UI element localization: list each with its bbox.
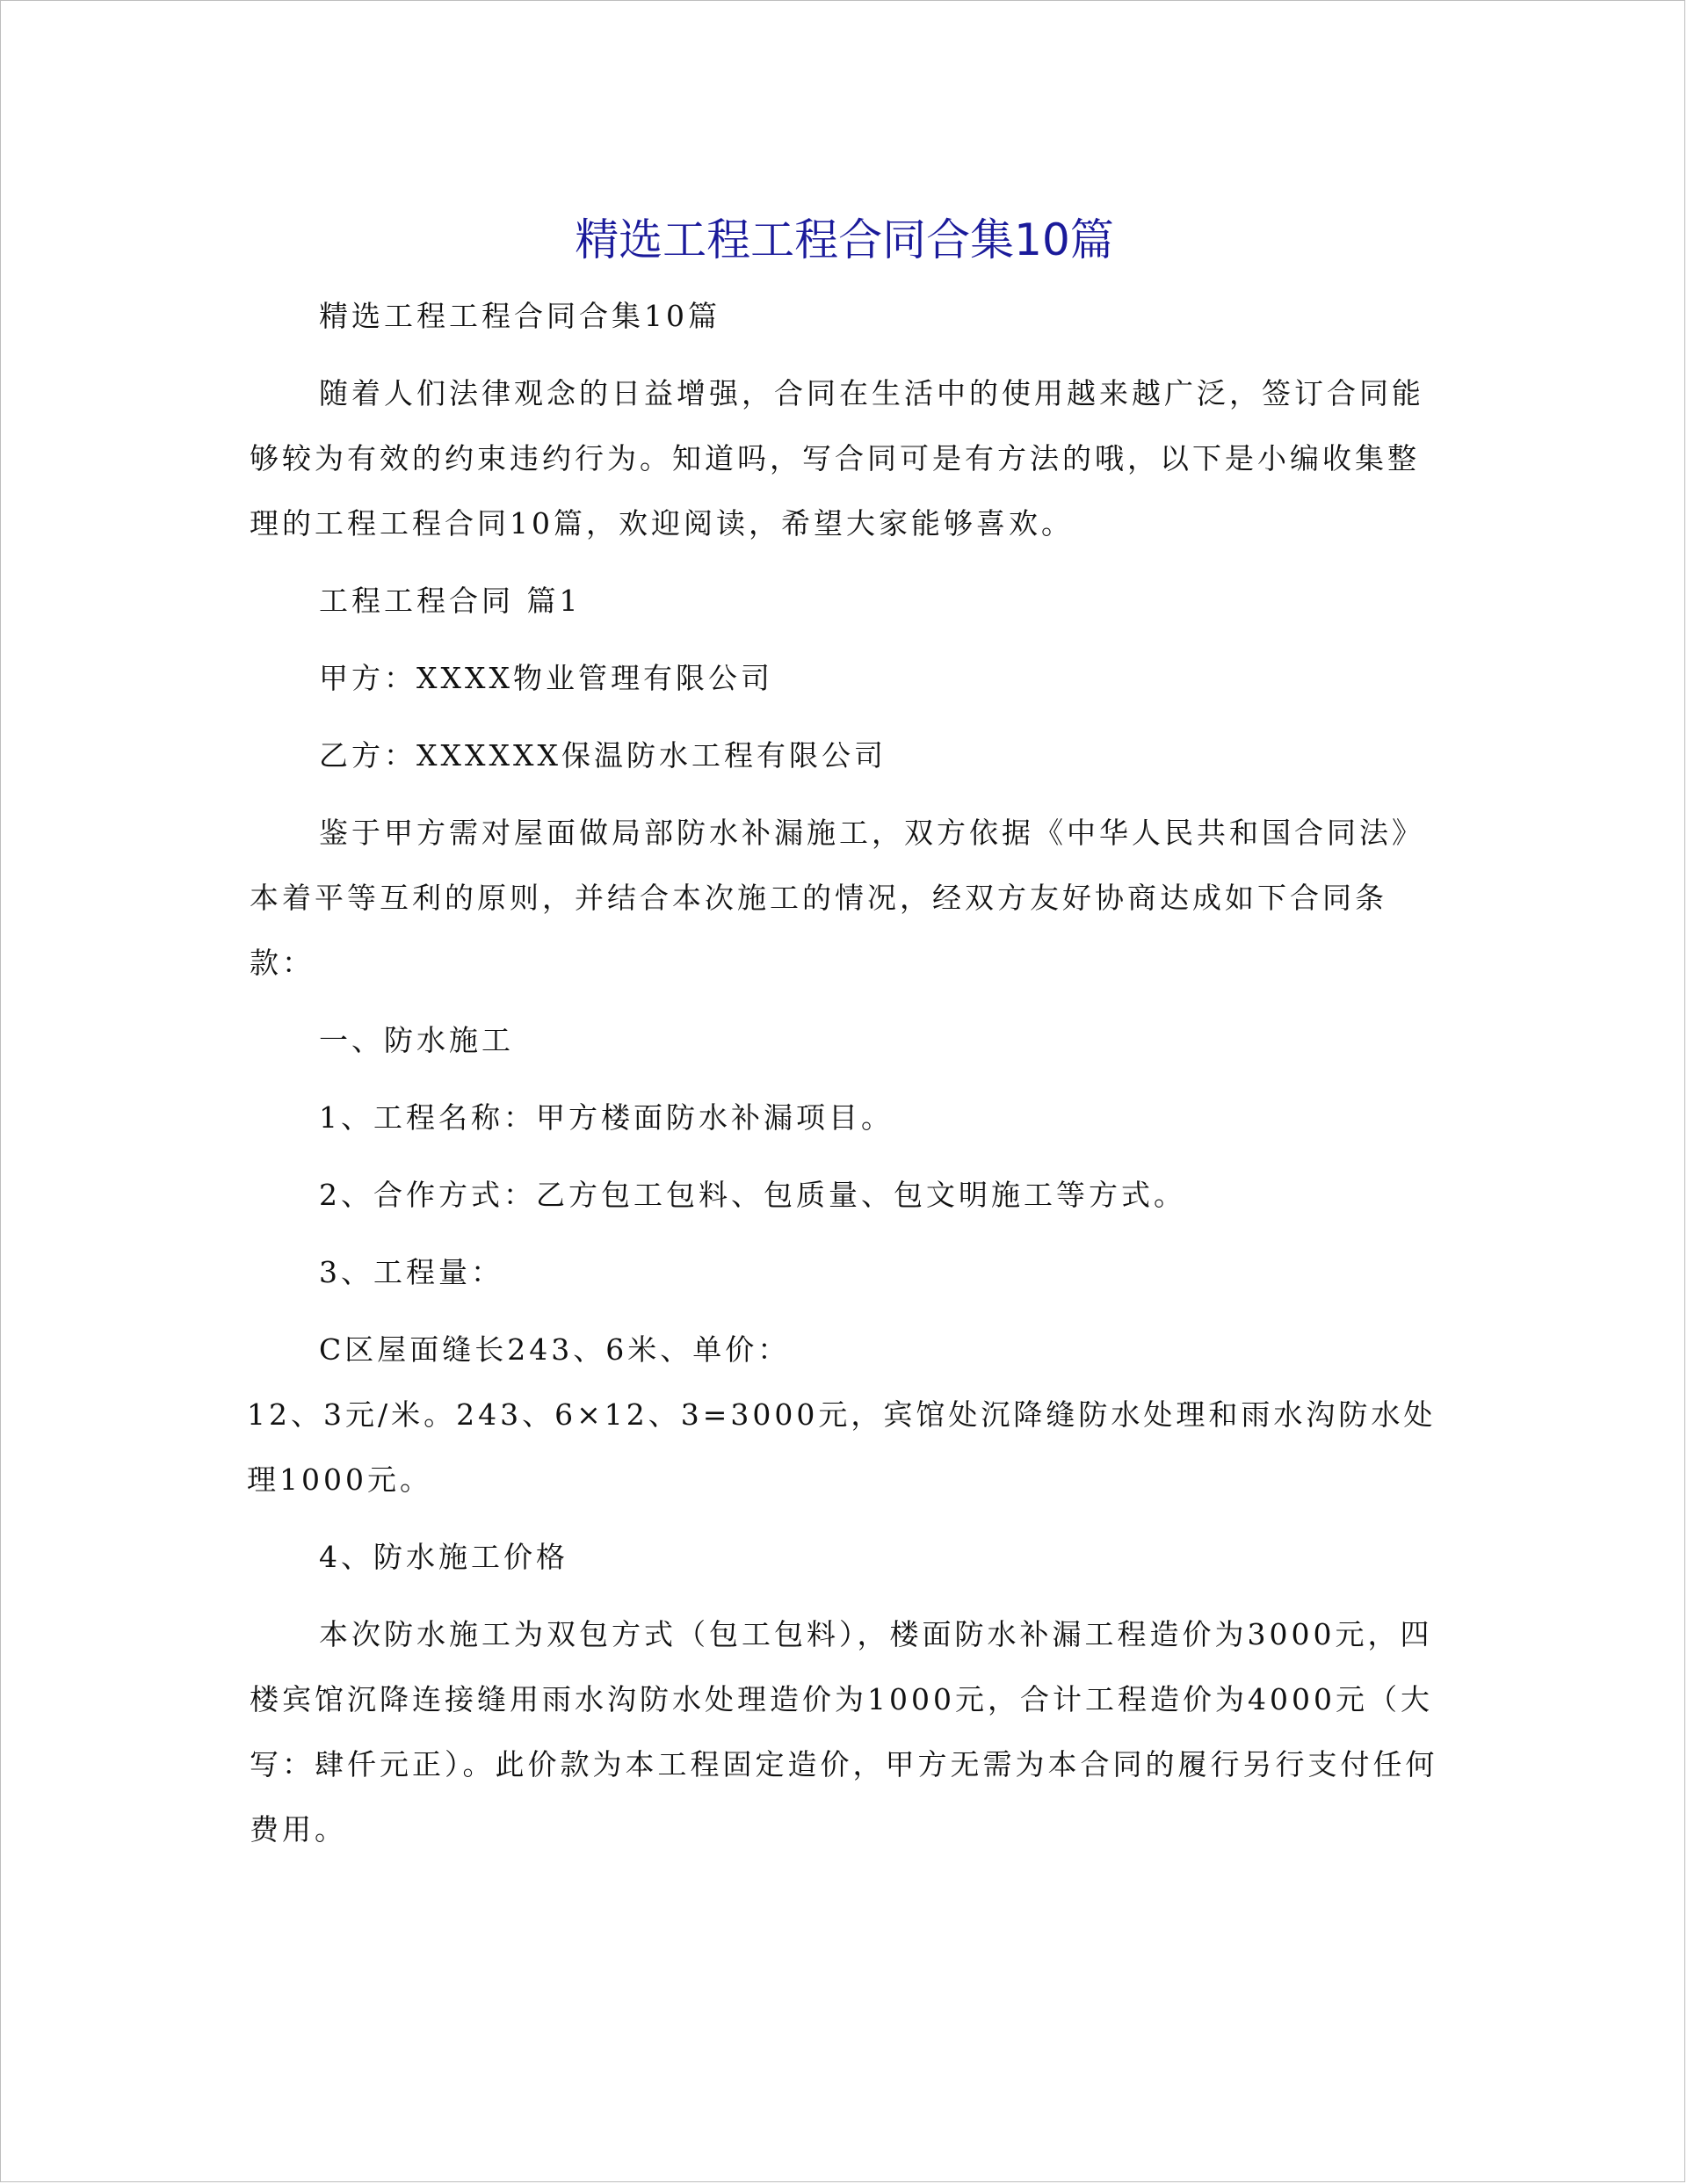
clause-quantity-heading: 3、工程量： [319, 1255, 503, 1289]
section-heading-part1: 工程工程合同 篇1 [319, 584, 582, 618]
document-title: 精选工程工程合同合集10篇 [575, 214, 1114, 265]
clause-price-paragraph: 本次防水施工为双包方式（包工包料），楼面防水补漏工程造价为3000元，四楼宾馆沉降连接缝用雨水沟防水处理造价为1000元，合计工程造价为4000元（大写：肆仟元正）。此价款为本工程固定造价，甲方无需为本合同的履行另行支付任何费用。 [250, 1617, 1438, 1847]
clause-cooperation-mode: 2、合作方式：乙方包工包料、包质量、包文明施工等方式。 [319, 1178, 1186, 1212]
preamble-paragraph: 鉴于甲方需对屋面做局部防水补漏施工，双方依据《中华人民共和国合同法》本着平等互利的原则，并结合本次施工的情况，经双方友好协商达成如下合同条款： [250, 816, 1424, 980]
subtitle-paragraph: 精选工程工程合同合集10篇 [319, 299, 720, 333]
intro-paragraph: 随着人们法律观念的日益增强，合同在生活中的使用越来越广泛，签订合同能够较为有效的约束违约行为。知道吗，写合同可是有方法的哦，以下是小编收集整理的工程工程合同10篇，欢迎阅读，希望大家能够喜欢。 [250, 376, 1424, 541]
clause-quantity-line: C区屋面缝长243、6米、单价： [319, 1332, 791, 1367]
party-b-line: 乙方：XXXXXX保温防水工程有限公司 [319, 738, 887, 773]
document-body [247, 284, 1440, 1862]
clause-heading-waterproofing: 一、防水施工 [319, 1023, 514, 1057]
clause-project-name: 1、工程名称：甲方楼面防水补漏项目。 [319, 1100, 894, 1135]
clause-quantity-calc: 12、3元/米。243、6×12、3=3000元，宾馆处沉降缝防水处理和雨水沟防水处理1000元。 [247, 1397, 1437, 1497]
party-a-line: 甲方：XXXX物业管理有限公司 [319, 661, 773, 695]
clause-price-heading: 4、防水施工价格 [319, 1540, 568, 1574]
